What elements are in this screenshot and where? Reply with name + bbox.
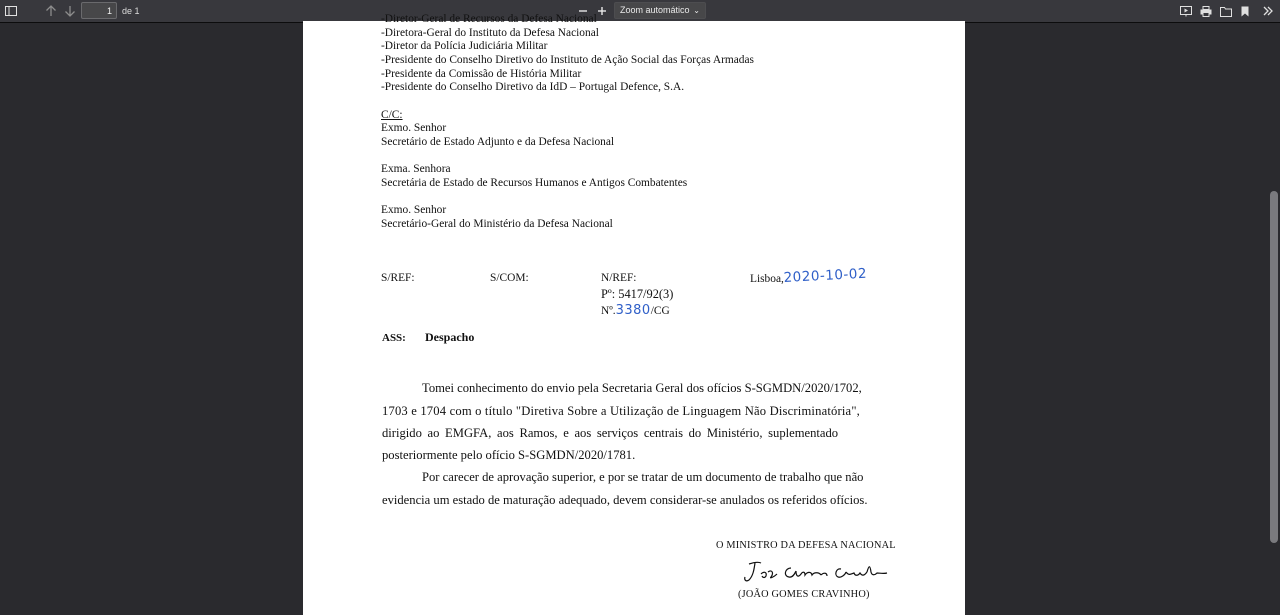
open-file-icon[interactable] — [1219, 2, 1233, 20]
nref-label: N/REF: — [601, 272, 637, 284]
recipient-line: -Diretora-Geral do Instituto da Defesa Nacional — [381, 27, 599, 39]
previous-page-button[interactable] — [44, 2, 58, 20]
recipient-line: -Presidente da Comissão de História Militar — [381, 68, 582, 80]
chevron-down-icon: ⌄ — [693, 6, 700, 15]
bookmark-icon[interactable] — [1239, 2, 1251, 20]
paragraph-line: 1703 e 1704 com o título "Diretiva Sobre a Utilização de Linguagem Não Discriminatória", — [382, 404, 860, 418]
recipient-line: -Presidente do Conselho Diretivo da IdD – Portugal Defence, S.A. — [381, 81, 685, 93]
handwritten-date: 2020-10-02 — [783, 265, 868, 286]
paragraph-line: Por carecer de aprovação superior, e por se tratar de um documento de trabalho que não — [422, 470, 864, 484]
cc-title: Secretário-Geral do Ministério da Defesa Nacional — [381, 218, 613, 230]
paragraph-line: dirigido ao EMGFA, aos Ramos, e aos serviços centrais do Ministério, suplementado — [382, 426, 839, 440]
signatory-title: O MINISTRO DA DEFESA NACIONAL — [716, 540, 896, 551]
cc-label: C/C: — [381, 109, 403, 121]
paragraph-line: Tomei conhecimento do envio pela Secretaria Geral dos ofícios S-SGMDN/2020/1702, — [422, 381, 862, 395]
recipient-line: -Diretor da Polícia Judiciária Militar — [381, 40, 548, 52]
signatory-name: (JOÃO GOMES CRAVINHO) — [738, 589, 870, 600]
paragraph-line: posteriormente pelo ofício S-SGMDN/2020/1781. — [382, 448, 636, 462]
reference-number — [601, 304, 670, 318]
paragraph-line: evidencia um estado de maturação adequado, devem considerar-se anulados os referidos ofícios. — [382, 493, 868, 507]
sidebar-toggle-icon[interactable] — [4, 2, 18, 20]
recipient-line: -Diretor-Geral de Recursos da Defesa Nacional — [381, 13, 597, 25]
scrollbar-thumb[interactable] — [1270, 191, 1278, 543]
zoom-in-button[interactable] — [596, 2, 608, 20]
date-line — [750, 265, 868, 286]
reference-suffix: /CG — [650, 305, 670, 317]
process-number: Pº: 5417/92(3) — [601, 287, 674, 301]
place-label: Lisboa, — [750, 273, 784, 285]
document-page — [303, 13, 965, 615]
cc-salutation: Exmo. Senhor — [381, 204, 447, 216]
document-viewer — [0, 13, 1280, 613]
handwritten-reference: 3380 — [615, 303, 651, 318]
cc-title: Secretário de Estado Adjunto e da Defesa Nacional — [381, 136, 615, 148]
subject-label: ASS: — [382, 332, 406, 344]
vertical-scrollbar[interactable] — [1268, 23, 1280, 613]
zoom-value: Zoom automático — [620, 5, 690, 15]
reference-prefix: Nº. — [601, 305, 616, 317]
print-icon[interactable] — [1199, 2, 1213, 20]
page-number-input[interactable] — [81, 2, 117, 19]
cc-salutation: Exma. Senhora — [381, 163, 451, 175]
subject: Despacho — [425, 330, 475, 344]
cc-salutation: Exmo. Senhor — [381, 122, 447, 134]
zoom-select[interactable] — [614, 2, 706, 19]
recipient-line: -Presidente do Conselho Diretivo do Instituto de Ação Social das Forças Armadas — [381, 54, 754, 66]
presentation-mode-icon[interactable] — [1179, 2, 1193, 20]
tools-menu-icon[interactable] — [1261, 2, 1275, 20]
cc-title: Secretária de Estado de Recursos Humanos e Antigos Combatentes — [381, 177, 688, 189]
pdf-toolbar — [0, 0, 1280, 23]
page-count: de 1 — [122, 6, 140, 16]
scom-label: S/COM: — [490, 272, 529, 284]
signature — [741, 560, 891, 586]
next-page-button[interactable] — [63, 2, 77, 20]
sref-label: S/REF: — [381, 272, 415, 284]
